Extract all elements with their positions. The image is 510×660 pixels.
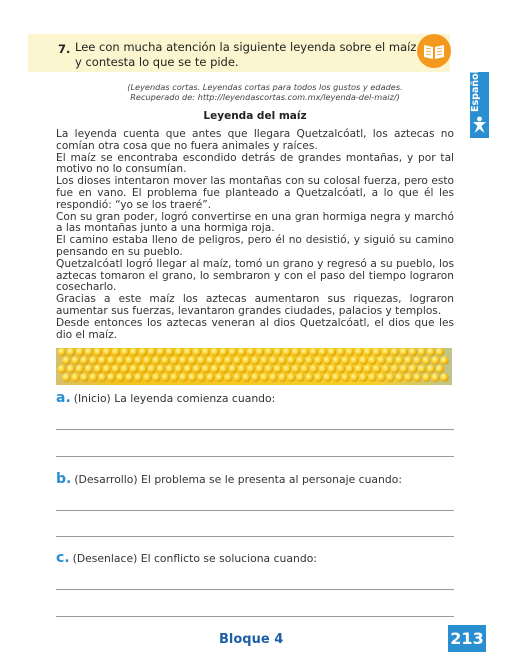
corn-kernel [409, 348, 417, 356]
corn-kernel [211, 365, 219, 374]
corn-kernel [427, 348, 435, 356]
corn-kernel [422, 356, 430, 365]
corn-kernel [134, 373, 142, 382]
corn-kernel [332, 356, 340, 365]
corn-kernel [400, 365, 408, 374]
corn-kernel [314, 356, 322, 365]
corn-kernel [125, 356, 133, 365]
corn-kernel [103, 365, 111, 374]
corn-kernel [166, 365, 174, 374]
corn-kernel [215, 373, 223, 382]
star-figure-icon [472, 116, 487, 134]
legend-title: Leyenda del maíz [203, 110, 307, 122]
corn-kernel [436, 365, 444, 374]
corn-kernel [94, 348, 102, 356]
corn-kernel [278, 373, 286, 382]
corn-kernel [76, 365, 84, 374]
corn-kernel [107, 373, 115, 382]
instruction-text: Lee con mucha atención la siguiente leyenda sobre el maíz y contesta lo que se te pide. [75, 40, 417, 69]
corn-kernel [341, 356, 349, 365]
corn-kernel [202, 348, 210, 356]
corn-kernel [152, 373, 160, 382]
corn-kernel [256, 348, 264, 356]
corn-kernel [274, 348, 282, 356]
corn-kernel [80, 356, 88, 365]
corn-kernel [256, 365, 264, 374]
corn-kernel [278, 356, 286, 365]
corn-kernel [265, 348, 273, 356]
corn-kernel [98, 373, 106, 382]
corn-kernel [211, 348, 219, 356]
corn-kernel [373, 348, 381, 356]
corn-kernel [130, 348, 138, 356]
corn-kernel [130, 365, 138, 374]
corn-kernel [184, 348, 192, 356]
corn-kernel [368, 373, 376, 382]
corn-kernel [382, 348, 390, 356]
corn-kernel [413, 373, 421, 382]
story-paragraph: Gracias a este maíz los aztecas aumentaron sus riquezas, lograron aumentar sus fuerzas, levantaron grandes ciudades, palacios y templos. [56, 293, 454, 317]
question-b [56, 471, 402, 487]
corn-kernel [116, 373, 124, 382]
corn-kernel [310, 365, 318, 374]
corn-kernel [103, 348, 111, 356]
corn-kernel [427, 365, 435, 374]
corn-kernel [62, 373, 70, 382]
corn-kernel [251, 356, 259, 365]
corn-kernel [413, 356, 421, 365]
corn-kernel [58, 348, 66, 356]
corn-kernel [143, 356, 151, 365]
corn-kernel [296, 356, 304, 365]
corn-kernel [328, 348, 336, 356]
corn-kernel [193, 348, 201, 356]
corn-kernel [319, 348, 327, 356]
corn-kernel [382, 365, 390, 374]
corn-kernel [377, 373, 385, 382]
corn-kernel [395, 356, 403, 365]
corn-kernel [260, 356, 268, 365]
corn-kernel [161, 356, 169, 365]
corn-kernel [260, 373, 268, 382]
corn-kernel [269, 356, 277, 365]
corn-kernel [179, 373, 187, 382]
corn-kernel [170, 373, 178, 382]
question-letter: c. [56, 550, 70, 566]
question-letter: a. [56, 390, 71, 406]
corn-kernel [355, 365, 363, 374]
corn-kernel [368, 356, 376, 365]
story-paragraph: Con su gran poder, logró convertirse en una gran hormiga negra y marchó a las montañas junto a una hormiga roja. [56, 210, 454, 235]
corn-kernel [157, 348, 165, 356]
corn-kernel [139, 348, 147, 356]
corn-kernel [197, 373, 205, 382]
corn-kernel [134, 356, 142, 365]
corn-kernel [373, 365, 381, 374]
answer-line[interactable] [56, 536, 454, 537]
corn-kernel [319, 365, 327, 374]
corn-kernel [220, 348, 228, 356]
corn-kernel [157, 365, 165, 374]
question-text: (Desarrollo) El problema se le presenta al personaje cuando: [74, 473, 402, 486]
corn-kernel [359, 356, 367, 365]
corn-kernel [85, 365, 93, 374]
story-paragraph: Quetzalcóatl logró llegar al maíz, tomó un grano y regresó a su pueblo, los aztecas tomaron el grano, lo sembraron y con el paso del tiempo lograron cosecharlo. [56, 257, 454, 294]
corn-kernel [148, 348, 156, 356]
corn-cob-image [56, 348, 452, 385]
corn-kernel [143, 373, 151, 382]
corn-kernel [67, 348, 75, 356]
corn-kernel [287, 373, 295, 382]
corn-kernel [71, 373, 79, 382]
answer-line[interactable] [56, 456, 454, 457]
corn-kernel [431, 373, 439, 382]
corn-kernel [247, 348, 255, 356]
corn-kernel [233, 356, 241, 365]
block-label: Bloque 4 [219, 632, 284, 647]
corn-kernel [292, 348, 300, 356]
corn-kernel [89, 373, 97, 382]
corn-kernel [287, 356, 295, 365]
answer-line[interactable] [56, 616, 454, 617]
corn-kernel [229, 348, 237, 356]
corn-kernel [314, 373, 322, 382]
corn-kernel [152, 356, 160, 365]
corn-kernel [440, 373, 448, 382]
corn-kernel [188, 373, 196, 382]
corn-kernel [71, 356, 79, 365]
corn-kernel [440, 356, 448, 365]
corn-kernel [161, 373, 169, 382]
corn-kernel [386, 356, 394, 365]
corn-kernel [238, 348, 246, 356]
corn-kernel [355, 348, 363, 356]
corn-kernel [332, 373, 340, 382]
corn-kernel [229, 365, 237, 374]
corn-kernel [238, 365, 246, 374]
answer-line[interactable] [56, 589, 454, 590]
corn-kernel [350, 356, 358, 365]
corn-kernel [364, 365, 372, 374]
source-line-2: Recuperado de: http://leyendascortas.com.mx/leyenda-del-maiz/) [130, 92, 400, 102]
corn-kernel [310, 348, 318, 356]
story-paragraph: El maíz se encontraba escondido detrás de grandes montañas, y por tal motivo no lo consumían. [56, 151, 454, 176]
corn-kernel [197, 356, 205, 365]
corn-kernel [251, 373, 259, 382]
corn-kernel [80, 373, 88, 382]
source-line-1: (Leyendas cortas. Leyendas cortas para todos los gustos y edades. [127, 82, 403, 92]
corn-kernel [323, 356, 331, 365]
story-paragraph: Desde entonces los aztecas veneran al dios Quetzalcóatl, el dios que les dio el maíz. [56, 316, 454, 341]
corn-kernel [350, 373, 358, 382]
answer-line[interactable] [56, 510, 454, 511]
corn-kernel [175, 365, 183, 374]
corn-kernel [175, 348, 183, 356]
corn-kernel [323, 373, 331, 382]
corn-kernel [364, 348, 372, 356]
story-paragraph: El camino estaba lleno de peligros, pero él no desistió, y siguió su camino pensando en su pueblo. [56, 234, 454, 258]
corn-kernel [305, 373, 313, 382]
corn-kernel [170, 356, 178, 365]
corn-kernel [404, 356, 412, 365]
corn-kernel [202, 365, 210, 374]
corn-kernel [85, 348, 93, 356]
question-c [56, 550, 317, 566]
story-paragraph: La leyenda cuenta que antes que llegara Quetzalcóatl, los aztecas no comían otra cosa que no fuera animales y raíces. [56, 128, 454, 152]
corn-kernel [188, 356, 196, 365]
corn-kernel [400, 348, 408, 356]
corn-kernel [224, 373, 232, 382]
corn-kernel [409, 365, 417, 374]
corn-kernel [233, 373, 241, 382]
corn-kernel [58, 365, 66, 374]
corn-kernel [224, 356, 232, 365]
corn-kernel [386, 373, 394, 382]
corn-kernel [301, 348, 309, 356]
corn-kernel [337, 348, 345, 356]
question-text: (Inicio) La leyenda comienza cuando: [73, 392, 276, 405]
corn-kernel [76, 348, 84, 356]
corn-kernel [283, 365, 291, 374]
corn-kernel [98, 356, 106, 365]
story-paragraph: Los dioses intentaron mover las montañas con su colosal fuerza, pero esto fue en vano. El problema fue planteado a Quetzalcóatl, a lo que él les respondió: “yo se los traeré”. [56, 175, 454, 211]
corn-kernel [215, 356, 223, 365]
corn-kernel [301, 365, 309, 374]
corn-kernel [121, 348, 129, 356]
corn-kernel [431, 356, 439, 365]
page-number: 213 [448, 625, 486, 652]
legend-text [56, 129, 454, 341]
corn-kernel [62, 356, 70, 365]
question-text: (Desenlace) El conflicto se soluciona cuando: [72, 552, 317, 565]
subject-tab-label: Español [470, 70, 481, 112]
corn-kernel [247, 365, 255, 374]
corn-kernel [179, 356, 187, 365]
corn-kernel [89, 356, 97, 365]
corn-kernel [242, 373, 250, 382]
source-citation [115, 82, 415, 102]
corn-kernel [341, 373, 349, 382]
corn-kernel [346, 365, 354, 374]
question-letter: b. [56, 471, 72, 487]
corn-kernel [265, 365, 273, 374]
corn-kernel [116, 356, 124, 365]
corn-kernel [305, 356, 313, 365]
corn-kernel [148, 365, 156, 374]
corn-kernel [67, 365, 75, 374]
corn-kernel [337, 365, 345, 374]
corn-kernel [346, 348, 354, 356]
corn-kernel [391, 365, 399, 374]
corn-kernel [206, 356, 214, 365]
answer-line[interactable] [56, 429, 454, 430]
corn-kernel [112, 365, 120, 374]
corn-kernel [242, 356, 250, 365]
corn-kernel [220, 365, 228, 374]
corn-kernel [422, 373, 430, 382]
corn-kernel [283, 348, 291, 356]
instruction-number: 7. [58, 42, 71, 56]
corn-kernel [193, 365, 201, 374]
corn-kernel [125, 373, 133, 382]
corn-kernel [206, 373, 214, 382]
corn-kernel [184, 365, 192, 374]
corn-kernel [274, 365, 282, 374]
question-a [56, 390, 275, 406]
corn-kernel [112, 348, 120, 356]
corn-kernel [166, 348, 174, 356]
corn-kernel [296, 373, 304, 382]
subject-tab [470, 72, 489, 138]
corn-kernel [139, 365, 147, 374]
corn-kernel [359, 373, 367, 382]
corn-kernel [418, 348, 426, 356]
corn-kernel [107, 356, 115, 365]
corn-kernel [436, 348, 444, 356]
corn-kernel [418, 365, 426, 374]
corn-kernel [395, 373, 403, 382]
corn-kernel [121, 365, 129, 374]
corn-kernel [292, 365, 300, 374]
corn-kernel [404, 373, 412, 382]
corn-kernel [94, 365, 102, 374]
corn-kernel [391, 348, 399, 356]
corn-kernel [269, 373, 277, 382]
corn-kernel [328, 365, 336, 374]
corn-kernel [377, 356, 385, 365]
open-book-icon [417, 34, 451, 68]
